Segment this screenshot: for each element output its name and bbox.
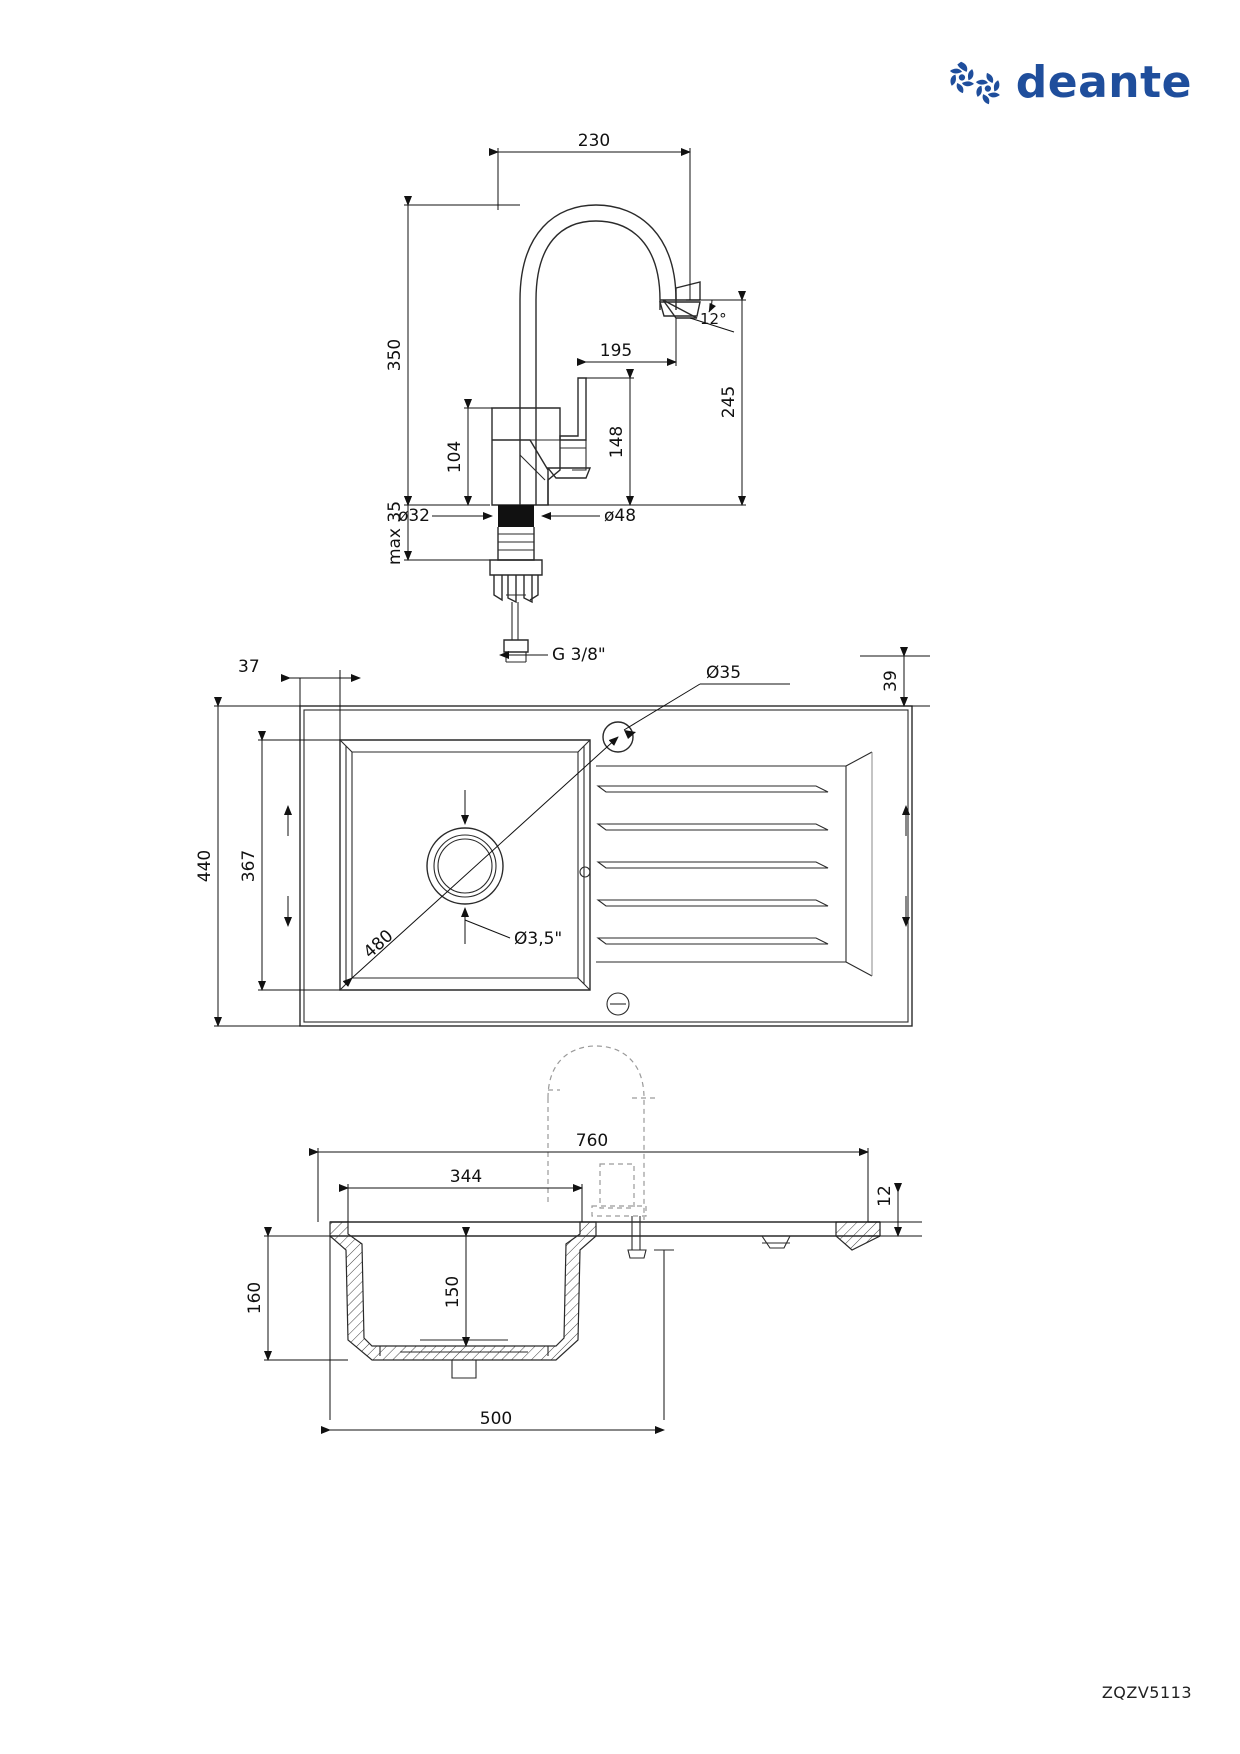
dim-total-depth: 160 [245,1281,265,1315]
dim-edge-left: 37 [238,657,260,677]
dim-bowl-depth: 150 [443,1275,463,1309]
dim-spout-offset: 195 [599,341,633,361]
dim-board-thickness: 12 [875,1185,895,1207]
dim-bowl-width: 367 [239,849,259,883]
dim-waste-outlet: Ø3,5" [514,929,563,949]
dim-total-height: 350 [385,338,405,372]
dim-reach: 230 [577,131,611,151]
dim-tap-hole: Ø35 [706,663,742,683]
dim-bowl-length: 344 [449,1167,483,1187]
dim-edge-right: 39 [881,670,901,692]
dim-body-height: 104 [445,440,465,474]
dim-thread: G 3/8" [552,645,606,665]
dim-outlet-angle: 12° [700,310,727,328]
dim-cabinet-width: 500 [479,1409,513,1429]
faucet-elevation-view [385,131,746,665]
dim-base-diameter: ø48 [604,506,637,526]
dim-overall-length: 760 [575,1131,609,1151]
dim-spout-height: 245 [719,385,739,419]
sink-section-view [245,1046,922,1430]
dim-max-thickness: max 35 [385,500,405,566]
product-code: ZQZV5113 [1101,1683,1192,1702]
sink-top-view [195,656,930,1026]
dim-diagonal: 480 [359,925,398,963]
dim-overall-width: 440 [195,849,215,883]
dim-shank-diameter: ø32 [397,506,430,526]
brand-name: deante [1015,57,1192,108]
dim-lever-height: 148 [607,425,627,459]
